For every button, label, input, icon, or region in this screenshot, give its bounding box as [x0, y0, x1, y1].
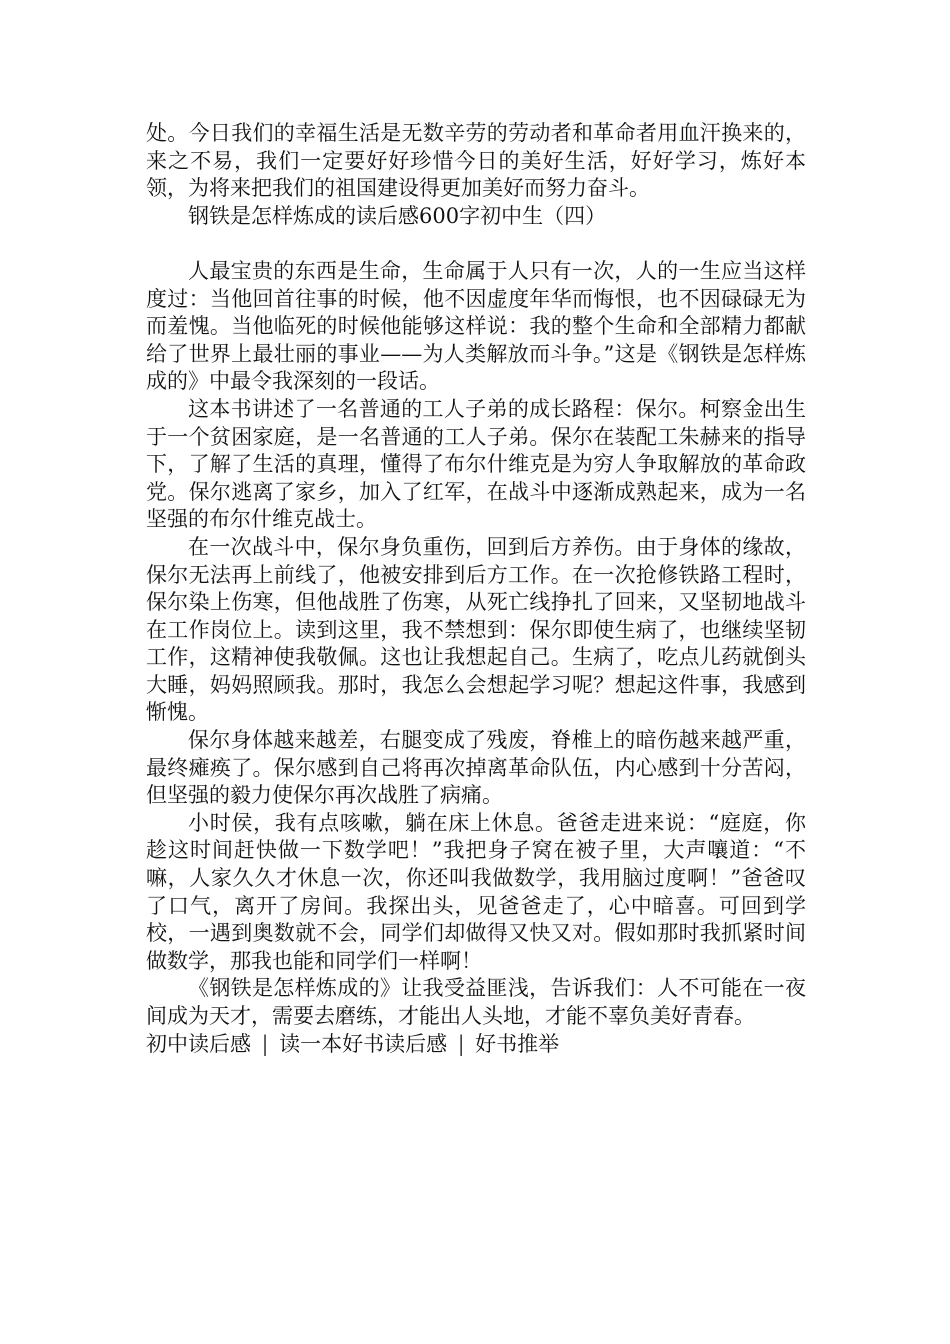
tag-separator: | — [457, 1031, 465, 1056]
paragraph-6: 《钢铁是怎样炼成的》让我受益匪浅，告诉我们：人不可能在一夜间成为天才，需要去磨练，才能出人头地，才能不辜负美好青春。 — [146, 976, 806, 1028]
document-body — [146, 120, 806, 1058]
paragraph-5: 小时侯，我有点咳嗽，躺在床上休息。爸爸走进来说：“庭庭，你趁这时间赶快做一下数学吧！”我把身子窝在被子里，大声嚷道：“不嘛，人家久久才休息一次，你还叫我做数学，我用脑过度啊！”爸爸叹了口气，离开了房间。我探出头，见爸爸走了，心中暗喜。可回到学校，一遇到奥数就不会，同学们却做得又快又对。假如那时我抓紧时间做数学，那我也能和同学们一样啊！ — [146, 810, 806, 973]
paragraph-3: 在一次战斗中，保尔身负重伤，回到后方养伤。由于身体的缘故，保尔无法再上前线了，他被安排到后方工作。在一次抢修铁路工程时，保尔染上伤寒，但他战胜了伤寒，从死亡线挣扎了回来，又坚韧地战斗在工作岗位上。读到这里，我不禁想到：保尔即使生病了，也继续坚韧工作，这精神使我敬佩。这也让我想起自己。生病了，吃点儿药就倒头大睡，妈妈照顾我。那时，我怎么会想起学习呢？想起这件事，我感到惭愧。 — [146, 534, 806, 725]
tag-good-book-review[interactable]: 读一本好书读后感 — [279, 1031, 448, 1056]
paragraph-2: 这本书讲述了一名普通的工人子弟的成长路程：保尔。柯察金出生于一个贫困家庭，是一名普通的工人子弟。保尔在装配工朱赫来的指导下，了解了生活的真理，懂得了布尔什维克是为穷人争取解放的革命政党。保尔逃离了家乡，加入了红军，在战斗中逐渐成熟起来，成为一名坚强的布尔什维克战士。 — [146, 396, 806, 532]
blank-line — [146, 230, 806, 258]
paragraph-1: 人最宝贵的东西是生命，生命属于人只有一次，人的一生应当这样度过：当他回首往事的时候，他不因虚度年华而悔恨，也不因碌碌无为而羞愧。当他临死的时候他能够这样说：我的整个生命和全部精力都献给了世界上最壮丽的事业——为人类解放而斗争。”这是《钢铁是怎样炼成的》中最令我深刻的一段话。 — [146, 258, 806, 394]
tag-line — [146, 1031, 806, 1059]
paragraph-4: 保尔身体越来越差，右腿变成了残废，脊椎上的暗伤越来越严重，最终瘫痪了。保尔感到自己将再次掉离革命队伍，内心感到十分苦闷，但坚强的毅力使保尔再次战胜了病痛。 — [146, 728, 806, 808]
tag-separator: | — [261, 1031, 269, 1056]
tag-book-recommendation[interactable]: 好书推举 — [475, 1031, 560, 1056]
section-title: 钢铁是怎样炼成的读后感600字初中生（四） — [188, 203, 607, 228]
intro-paragraph: 处。今日我们的幸福生活是无数辛劳的劳动者和革命者用血汗换来的，来之不易，我们一定要好好珍惜今日的美好生活，好好学习，炼好本领，为将来把我们的祖国建设得更加美好而努力奋斗。 — [146, 121, 806, 201]
tag-junior-high-review[interactable]: 初中读后感 — [146, 1031, 251, 1056]
